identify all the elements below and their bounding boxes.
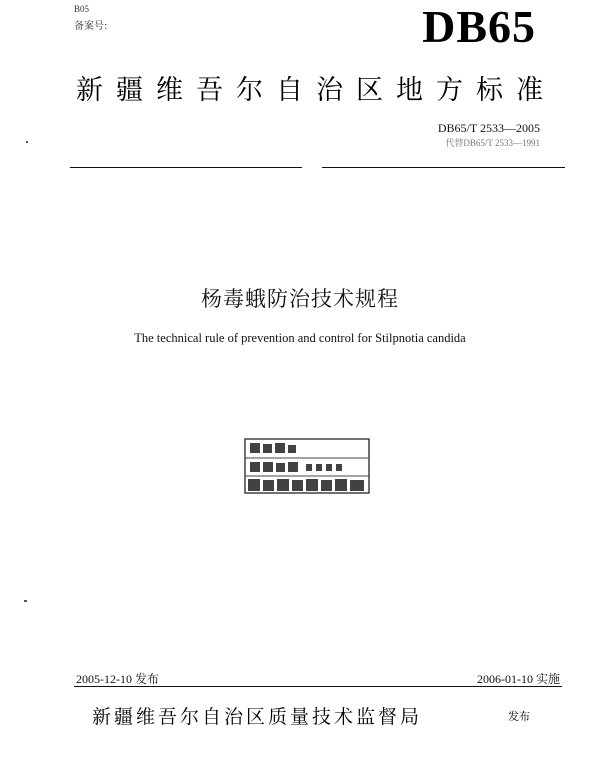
implementation-date: 2006-01-10 实施	[477, 672, 560, 686]
issue-label: 发布	[508, 710, 530, 723]
scan-speck	[24, 600, 27, 602]
library-stamp-icon	[242, 436, 372, 496]
publish-date: 2005-12-10 发布	[76, 672, 159, 686]
document-title-english: The technical rule of prevention and control for Stilpnotia candida	[134, 331, 466, 345]
document-title-chinese: 杨毒蛾防治技术规程	[201, 287, 399, 311]
standard-organization-heading: 新疆维吾尔自治区地方标准	[76, 75, 556, 106]
header-divider-left	[70, 167, 302, 168]
filing-number-label: 备案号:	[74, 21, 108, 32]
standard-code-heading: DB65	[422, 1, 536, 52]
replaces-standard-number: 代替DB65/T 2533—1991	[445, 138, 540, 148]
issuing-authority: 新疆维吾尔自治区质量技术监督局	[92, 706, 423, 728]
scan-speck	[26, 141, 28, 143]
standard-number: DB65/T 2533—2005	[437, 121, 540, 135]
footer-divider	[74, 686, 562, 687]
header-divider-right	[322, 167, 565, 168]
ics-code: B05	[74, 4, 90, 14]
